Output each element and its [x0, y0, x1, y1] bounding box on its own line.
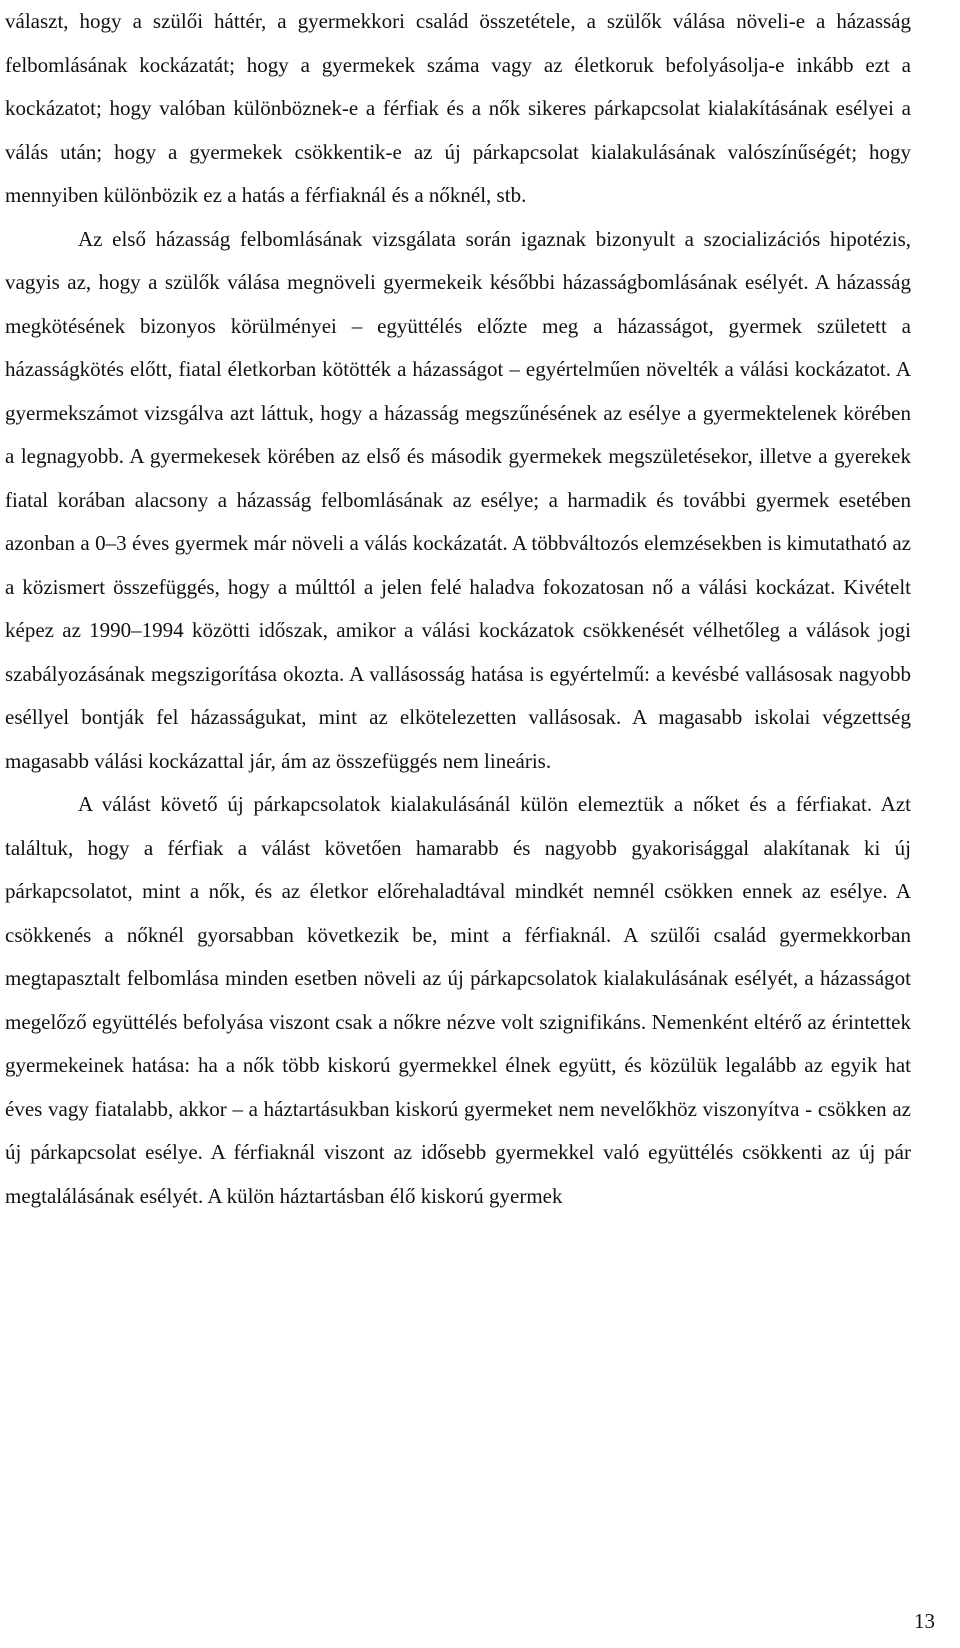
page-number: 13	[914, 1609, 935, 1633]
paragraph-3: A válást követő új párkapcsolatok kialakulásánál külön elemeztük a nőket és a férfiakat. Azt találtuk, hogy a férfiak a válást követően hamarabb és nagyobb gyakorisággal alakítanak ki új párkapcsolatot, mint a nők, és az életkor előrehaladtával mindkét nemnél csökken ennek az esélye. A csökkenés a nőknél gyorsabban következik be, mint a férfiaknál. A szülői család gyermekkorban megtapasztalt felbomlása minden esetben növeli az új párkapcsolatok kialakulásának esélyét, a házasságot megelőző együttélés befolyása viszont csak a nőkre nézve volt szignifikáns. Nemenként eltérő az érintettek gyermekeinek hatása: ha a nők több kiskorú gyermekkel élnek együtt, és közülük legalább az egyik hat éves vagy fiatalabb, akkor – a háztartásukban kiskorú gyermeket nem nevelőkhöz viszonyítva - csökken az új párkapcsolat esélye. A férfiaknál viszont az idősebb gyermekkel való együttélés csökkenti az új pár megtalálásának esélyét. A külön háztartásban élő kiskorú gyermek	[5, 792, 911, 1208]
paragraph-2: Az első házasság felbomlásának vizsgálata során igaznak bizonyult a szocializációs hipotézis, vagyis az, hogy a szülők válása megnöveli gyermekeik későbbi házasságbomlásának esélyét. A házasság megkötésének bizonyos körülményei – együttélés előzte meg a házasságot, gyermek született a házasságkötés előtt, fiatal életkorban kötötték a házasságot – egyértelműen növelték a válási kockázatot. A gyermekszámot vizsgálva azt láttuk, hogy a házasság megszűnésének az esélye a gyermektelenek körében a legnagyobb. A gyermekesek körében az első és második gyermekek megszületésekor, illetve a gyerekek fiatal korában alacsony a házasság felbomlásának az esélye; a harmadik és további gyermek esetében azonban a 0–3 éves gyermek már növeli a válás kockázatát. A többváltozós elemzésekben is kimutatható az a közismert összefüggés, hogy a múlttól a jelen felé haladva fokozatosan nő a válási kockázat. Kivételt képez az 1990–1994 közötti időszak, amikor a válási kockázatok csökkenését vélhetőleg a válások jogi szabályozásának megszigorítása okozta. A vallásosság hatása is egyértelmű: a kevésbé vallásosak nagyobb eséllyel bontják fel házasságukat, mint az elkötelezetten vallásosak. A magasabb iskolai végzettség magasabb válási kockázattal jár, ám az összefüggés nem lineáris.	[5, 226, 911, 773]
body-text	[5, 0, 911, 1218]
paragraph-1: választ, hogy a szülői háttér, a gyermekkori család összetétele, a szülők válása növeli-e a házasság felbomlásának kockázatát; hogy a gyermekek száma vagy az életkoruk befolyásolja-e inkább ezt a kockázatot; hogy valóban különböznek-e a férfiak és a nők sikeres párkapcsolat kialakításának esélyei a válás után; hogy a gyermekek csökkentik-e az új párkapcsolat kialakulásának valószínűségét; hogy mennyiben különbözik ez a hatás a férfiaknál és a nőknél, stb.	[5, 9, 911, 207]
